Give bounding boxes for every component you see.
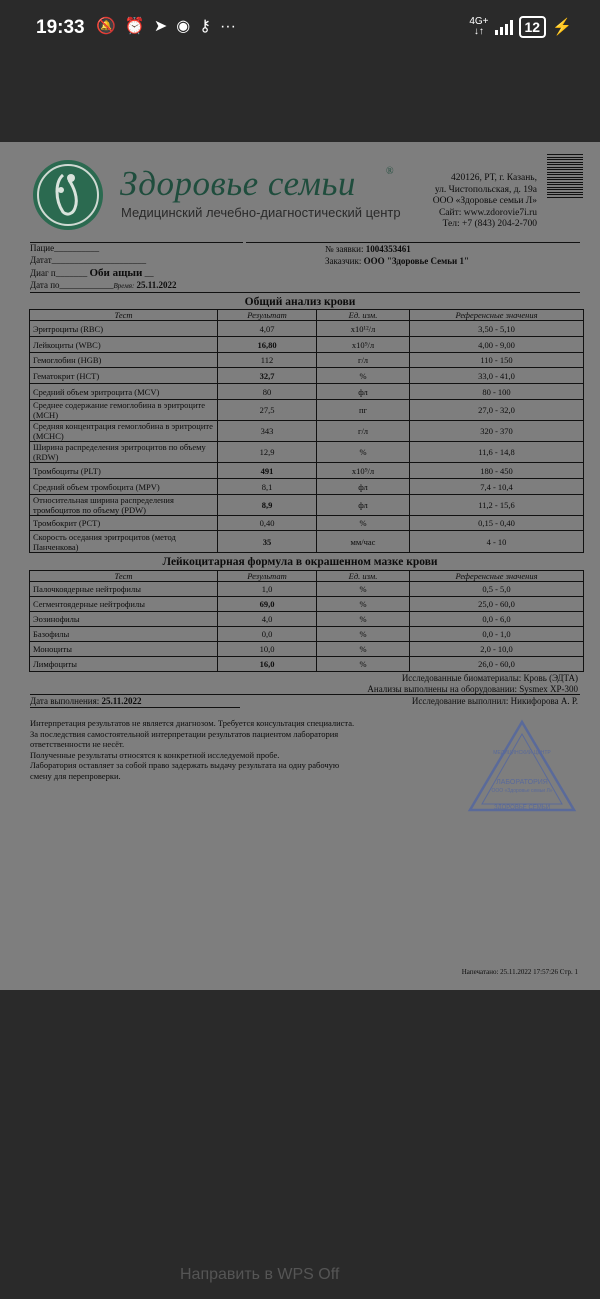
lab-stamp: [466, 718, 578, 814]
cell-unit: %: [317, 582, 410, 597]
cell-result: 1,0: [218, 582, 317, 597]
table-row: [30, 321, 584, 337]
table-header: Тест Результат Ед. изм. Референсные значения: [30, 310, 584, 321]
table-row: [30, 442, 584, 463]
telegram-icon: ➤: [153, 18, 168, 35]
cell-test: Средняя концентрация гемоглобина в эритроците (MCHC): [30, 421, 218, 442]
cell-result: 4,07: [218, 321, 317, 337]
cell-result: 8,1: [218, 479, 317, 495]
cell-result: 491: [218, 463, 317, 479]
cell-unit: %: [317, 442, 410, 463]
cell-test: Средний объем эритроцита (MCV): [30, 384, 218, 400]
cell-result: 12,9: [218, 442, 317, 463]
cell-result: 112: [218, 353, 317, 368]
hotspot-icon: ◉: [176, 18, 191, 35]
order-number: № заявки: 1004353461: [325, 244, 411, 254]
more-icon: ···: [219, 18, 236, 35]
cell-test: Базофилы: [30, 627, 218, 642]
alarm-icon: ⏰: [124, 18, 145, 35]
cell-test: Средний объем тромбоцита (MPV): [30, 479, 218, 495]
patient-field: Пацие__________: [30, 243, 100, 253]
cell-ref: 110 - 150: [410, 353, 584, 368]
cell-ref: 25,0 - 60,0: [410, 597, 584, 612]
table-row: [30, 627, 584, 642]
cell-unit: %: [317, 657, 410, 672]
table-row: [30, 582, 584, 597]
diff-table: [29, 570, 584, 672]
cell-test: Тромбоциты (PLT): [30, 463, 218, 479]
cell-unit: x10⁹/л: [317, 463, 410, 479]
cell-result: 27,5: [218, 400, 317, 421]
cell-result: 80: [218, 384, 317, 400]
svg-text:ЗДОРОВЬЕ СЕМЬИ: ЗДОРОВЬЕ СЕМЬИ: [493, 805, 551, 811]
equipment: Анализы выполнены на оборудовании: Sysmex XP-300: [367, 684, 578, 694]
cbc-table: [29, 309, 584, 553]
cell-unit: мм/час: [317, 531, 410, 553]
table-row: [30, 479, 584, 495]
cell-ref: 0,0 - 1,0: [410, 627, 584, 642]
cell-ref: 80 - 100: [410, 384, 584, 400]
lab-tagline: Медицинский лечебно-диагностический центр: [121, 205, 401, 220]
cbc-title: Общий анализ крови: [244, 296, 356, 308]
cell-unit: x10⁹/л: [317, 337, 410, 353]
logo-icon: [33, 160, 103, 230]
customer: Заказчик: ООО "Здоровье Семьи 1": [325, 256, 469, 266]
cell-unit: %: [317, 627, 410, 642]
cell-unit: г/л: [317, 353, 410, 368]
cell-unit: фл: [317, 495, 410, 516]
signal-icon: [495, 19, 513, 35]
table-row: [30, 368, 584, 384]
table-row: [30, 642, 584, 657]
cell-ref: 180 - 450: [410, 463, 584, 479]
table-row: [30, 384, 584, 400]
cell-result: 32,7: [218, 368, 317, 384]
cell-unit: x10¹²/л: [317, 321, 410, 337]
cell-ref: 11,6 - 14,8: [410, 442, 584, 463]
disclaimer: Интерпретация результатов не является диагнозом. Требуется консультация специалиста. За последствия самостоятельной интерпретации результатов пациентом лаборатория ответственности не несёт. Полученные результаты относятся к конкретной исследуемой пробе. Лаборатория оставляет за собой право задержать выдачу результата на одну рабочую смену для перепроверки.: [30, 718, 355, 781]
diag-field: Диаг п_______ Оби ащыи __: [30, 267, 154, 279]
table-row: [30, 612, 584, 627]
diff-title: Лейкоцитарная формула в окрашенном мазке крови: [162, 556, 438, 568]
cell-test: Гематокрит (HCT): [30, 368, 218, 384]
table-row: [30, 657, 584, 672]
divider: [30, 292, 580, 293]
notification-icons: [96, 18, 236, 36]
clock: 19:33: [36, 17, 85, 38]
lab-brand-name: Здоровье семьи: [120, 164, 356, 203]
cell-unit: фл: [317, 384, 410, 400]
cell-ref: 33,0 - 41,0: [410, 368, 584, 384]
cell-unit: %: [317, 597, 410, 612]
cell-result: 69,0: [218, 597, 317, 612]
printed-timestamp: Напечатано: 25.11.2022 17:57:26 Стр. 1: [461, 968, 578, 976]
biomaterial: Исследованные биоматериалы: Кровь (ЭДТА): [401, 673, 578, 683]
cell-ref: 320 - 370: [410, 421, 584, 442]
table-row: [30, 353, 584, 368]
charging-icon: ⚡: [552, 19, 572, 36]
svg-text:МЕДИЦИНСКИЙ ЦЕНТР: МЕДИЦИНСКИЙ ЦЕНТР: [493, 750, 551, 756]
divider: [246, 242, 580, 243]
cell-result: 8,9: [218, 495, 317, 516]
table-row: [30, 400, 584, 421]
battery-icon: 12: [519, 16, 547, 38]
table-row: [30, 421, 584, 442]
open-with-wps-button[interactable]: Направить в WPS Off: [180, 1266, 340, 1283]
cell-result: 16,0: [218, 657, 317, 672]
cell-result: 16,80: [218, 337, 317, 353]
svg-text:ЛАБОРАТОРИЯ: ЛАБОРАТОРИЯ: [496, 779, 548, 786]
lab-address: 420126, РТ, г. Казань, ул. Чистопольская, д. 19а ООО «Здоровье семьи Л» Сайт: www.zdorovie7i.ru Тел: +7 (843) 204-2-700: [432, 173, 537, 229]
cell-ref: 4,00 - 9,00: [410, 337, 584, 353]
cell-test: Сегментоядерные нейтрофилы: [30, 597, 218, 612]
cell-ref: 3,50 - 5,10: [410, 321, 584, 337]
cell-result: 0,0: [218, 627, 317, 642]
table-row: [30, 597, 584, 612]
cell-result: 0,40: [218, 516, 317, 531]
date-field: Датат_____________________: [30, 255, 147, 265]
cell-test: Лейкоциты (WBC): [30, 337, 218, 353]
cell-ref: 0,5 - 5,0: [410, 582, 584, 597]
performed-by: Исследование выполнил: Никифорова А. Р.: [411, 696, 578, 706]
cell-ref: 2,0 - 10,0: [410, 642, 584, 657]
cell-unit: %: [317, 516, 410, 531]
cell-test: Гемоглобин (HGB): [30, 353, 218, 368]
barcode: [547, 154, 583, 198]
cell-test: Лимфоциты: [30, 657, 218, 672]
cell-unit: г/л: [317, 421, 410, 442]
cell-ref: 4 - 10: [410, 531, 584, 553]
cell-unit: пг: [317, 400, 410, 421]
cell-ref: 0,15 - 0,40: [410, 516, 584, 531]
cell-unit: %: [317, 642, 410, 657]
cell-result: 343: [218, 421, 317, 442]
cell-result: 4,0: [218, 612, 317, 627]
status-bar: [0, 0, 600, 58]
cell-test: Палочкоядерные нейтрофилы: [30, 582, 218, 597]
execution-date: Дата выполнения: 25.11.2022: [30, 696, 142, 706]
table-row: [30, 337, 584, 353]
cell-test: Скорость оседания эритроцитов (метод Панченкова): [30, 531, 218, 553]
divider: [30, 707, 240, 708]
cell-unit: %: [317, 368, 410, 384]
table-header: Тест Результат Ед. изм. Референсные значения: [30, 571, 584, 582]
cell-unit: фл: [317, 479, 410, 495]
network-type: 4G+ ↓↑: [469, 16, 489, 37]
cell-test: Относительная ширина распределения тромбоцитов по объему (PDW): [30, 495, 218, 516]
done-date-field: Дата по____________Время: 25.11.2022: [30, 280, 177, 290]
cell-test: Моноциты: [30, 642, 218, 657]
table-row: [30, 531, 584, 553]
cell-ref: 26,0 - 60,0: [410, 657, 584, 672]
table-row: [30, 463, 584, 479]
cell-ref: 0,0 - 6,0: [410, 612, 584, 627]
cell-ref: 7,4 - 10,4: [410, 479, 584, 495]
table-row: [30, 516, 584, 531]
cell-result: 35: [218, 531, 317, 553]
system-indicators: [469, 16, 572, 38]
registered-mark: ®: [386, 166, 394, 177]
table-row: [30, 495, 584, 516]
cell-test: Ширина распределения эритроцитов по объему (RDW): [30, 442, 218, 463]
cell-test: Тромбокрит (PCT): [30, 516, 218, 531]
key-icon: ⚷: [199, 18, 211, 35]
lab-report-page: [0, 142, 600, 990]
cell-result: 10,0: [218, 642, 317, 657]
cell-unit: %: [317, 612, 410, 627]
cell-test: Эритроциты (RBC): [30, 321, 218, 337]
svg-text:ООО «Здоровье семьи Л»: ООО «Здоровье семьи Л»: [491, 788, 553, 794]
cell-test: Среднее содержание гемоглобина в эритроците (MCH): [30, 400, 218, 421]
mute-icon: 🔕: [96, 18, 116, 35]
cell-ref: 27,0 - 32,0: [410, 400, 584, 421]
cell-test: Эозинофилы: [30, 612, 218, 627]
cell-ref: 11,2 - 15,6: [410, 495, 584, 516]
divider: [30, 694, 580, 695]
